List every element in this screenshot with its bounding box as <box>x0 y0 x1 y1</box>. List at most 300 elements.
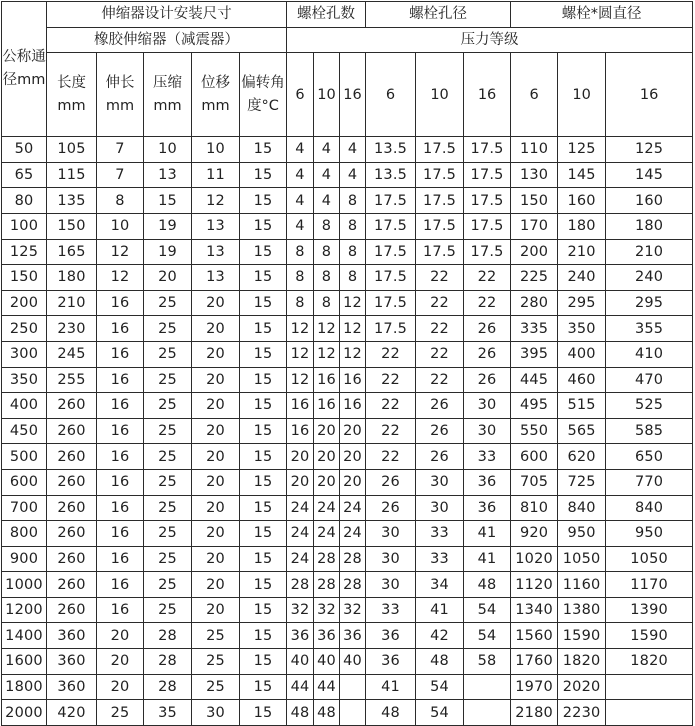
bolt-circle-pn10-cell: 295 <box>558 290 606 316</box>
bolt-circle-pn16-cell: 1590 <box>606 623 693 649</box>
nominal-diameter-cell: 350 <box>2 367 47 393</box>
bolt-count-pn16-cell: 12 <box>340 290 366 316</box>
deflection-cell: 15 <box>240 393 287 419</box>
header-hole-pn16: 16 <box>464 53 511 137</box>
deflection-cell: 15 <box>240 700 287 726</box>
bolt-count-pn6-cell: 48 <box>287 700 314 726</box>
bolt-hole-pn10-cell: 34 <box>416 572 464 598</box>
bolt-hole-pn10-cell: 26 <box>416 418 464 444</box>
deflection-cell: 15 <box>240 623 287 649</box>
extension-cell: 16 <box>97 521 144 547</box>
deflection-cell: 15 <box>240 597 287 623</box>
compression-cell: 15 <box>144 188 192 214</box>
compression-cell: 20 <box>144 265 192 291</box>
bolt-hole-pn6-cell: 17.5 <box>366 213 416 239</box>
table-row <box>2 316 693 342</box>
bolt-circle-pn6-cell: 1120 <box>511 572 558 598</box>
compression-cell: 28 <box>144 623 192 649</box>
bolt-circle-pn10-cell: 240 <box>558 265 606 291</box>
bolt-circle-pn16-cell: 180 <box>606 213 693 239</box>
compression-cell: 25 <box>144 597 192 623</box>
bolt-count-pn10-cell: 24 <box>314 521 340 547</box>
deflection-cell: 15 <box>240 188 287 214</box>
deflection-cell: 15 <box>240 367 287 393</box>
bolt-circle-pn6-cell: 130 <box>511 162 558 188</box>
length-cell: 245 <box>47 341 97 367</box>
bolt-circle-pn16-cell: 650 <box>606 444 693 470</box>
header-circle-pn10: 10 <box>558 53 606 137</box>
bolt-circle-pn10-cell: 460 <box>558 367 606 393</box>
header-hole-pn6: 6 <box>366 53 416 137</box>
compression-cell: 25 <box>144 290 192 316</box>
extension-cell: 16 <box>97 316 144 342</box>
bolt-count-pn16-cell: 28 <box>340 572 366 598</box>
bolt-circle-pn6-cell: 1760 <box>511 649 558 675</box>
bolt-hole-pn10-cell: 17.5 <box>416 162 464 188</box>
bolt-hole-pn10-cell: 22 <box>416 265 464 291</box>
bolt-circle-pn6-cell: 225 <box>511 265 558 291</box>
bolt-circle-pn6-cell: 1340 <box>511 597 558 623</box>
extension-cell: 7 <box>97 137 144 163</box>
nominal-diameter-cell: 800 <box>2 521 47 547</box>
extension-cell: 10 <box>97 213 144 239</box>
header-bolt-hole-count: 螺栓孔数 <box>287 2 366 28</box>
bolt-hole-pn16-cell: 54 <box>464 597 511 623</box>
bolt-hole-pn10-cell: 30 <box>416 495 464 521</box>
bolt-circle-pn16-cell: 525 <box>606 393 693 419</box>
header-bolt-hole-diameter: 螺栓孔径 <box>366 2 511 28</box>
nominal-diameter-cell: 50 <box>2 137 47 163</box>
bolt-circle-pn6-cell: 920 <box>511 521 558 547</box>
bolt-count-pn16-cell <box>340 674 366 700</box>
nominal-diameter-cell: 450 <box>2 418 47 444</box>
bolt-hole-pn16-cell: 48 <box>464 572 511 598</box>
compression-cell: 28 <box>144 649 192 675</box>
bolt-count-pn6-cell: 4 <box>287 162 314 188</box>
bolt-hole-pn10-cell: 17.5 <box>416 188 464 214</box>
compression-cell: 25 <box>144 393 192 419</box>
bolt-count-pn10-cell: 12 <box>314 341 340 367</box>
bolt-count-pn16-cell: 24 <box>340 521 366 547</box>
header-count-pn6: 6 <box>287 53 314 137</box>
bolt-circle-pn16-cell: 770 <box>606 469 693 495</box>
table-row <box>2 444 693 470</box>
bolt-count-pn6-cell: 36 <box>287 623 314 649</box>
deflection-cell: 15 <box>240 341 287 367</box>
nominal-diameter-cell: 1800 <box>2 674 47 700</box>
bolt-hole-pn6-cell: 30 <box>366 572 416 598</box>
bolt-circle-pn10-cell: 725 <box>558 469 606 495</box>
header-extension: 伸长mm <box>97 53 144 137</box>
bolt-count-pn10-cell: 48 <box>314 700 340 726</box>
bolt-hole-pn10-cell: 33 <box>416 546 464 572</box>
length-cell: 165 <box>47 239 97 265</box>
displacement-cell: 13 <box>192 265 240 291</box>
table-row <box>2 700 693 726</box>
bolt-circle-pn6-cell: 550 <box>511 418 558 444</box>
bolt-count-pn6-cell: 4 <box>287 188 314 214</box>
bolt-count-pn10-cell: 44 <box>314 674 340 700</box>
table-row <box>2 649 693 675</box>
bolt-count-pn16-cell: 24 <box>340 495 366 521</box>
deflection-cell: 15 <box>240 444 287 470</box>
table-row <box>2 341 693 367</box>
bolt-hole-pn6-cell: 36 <box>366 649 416 675</box>
bolt-count-pn10-cell: 28 <box>314 546 340 572</box>
table-row <box>2 162 693 188</box>
header-count-pn16: 16 <box>340 53 366 137</box>
deflection-cell: 15 <box>240 265 287 291</box>
bolt-count-pn16-cell: 12 <box>340 316 366 342</box>
nominal-diameter-cell: 80 <box>2 188 47 214</box>
table-header <box>2 2 693 137</box>
extension-cell: 16 <box>97 418 144 444</box>
expansion-joint-spec-table <box>1 1 693 726</box>
compression-cell: 10 <box>144 137 192 163</box>
bolt-hole-pn6-cell: 30 <box>366 546 416 572</box>
length-cell: 135 <box>47 188 97 214</box>
length-cell: 260 <box>47 521 97 547</box>
bolt-count-pn16-cell: 8 <box>340 265 366 291</box>
table-row <box>2 572 693 598</box>
nominal-diameter-cell: 65 <box>2 162 47 188</box>
compression-cell: 19 <box>144 213 192 239</box>
bolt-hole-pn6-cell: 30 <box>366 521 416 547</box>
bolt-circle-pn10-cell: 160 <box>558 188 606 214</box>
bolt-count-pn10-cell: 4 <box>314 188 340 214</box>
bolt-count-pn10-cell: 8 <box>314 213 340 239</box>
bolt-circle-pn6-cell: 2180 <box>511 700 558 726</box>
bolt-hole-pn10-cell: 42 <box>416 623 464 649</box>
deflection-cell: 15 <box>240 290 287 316</box>
table-row <box>2 367 693 393</box>
bolt-count-pn16-cell: 4 <box>340 137 366 163</box>
extension-cell: 16 <box>97 444 144 470</box>
nominal-diameter-cell: 700 <box>2 495 47 521</box>
bolt-circle-pn16-cell: 1170 <box>606 572 693 598</box>
compression-cell: 19 <box>144 239 192 265</box>
extension-cell: 20 <box>97 674 144 700</box>
header-nominal-diameter: 公称通径mm <box>2 2 47 137</box>
bolt-hole-pn16-cell: 41 <box>464 546 511 572</box>
nominal-diameter-cell: 1600 <box>2 649 47 675</box>
table-row <box>2 290 693 316</box>
bolt-hole-pn16-cell: 17.5 <box>464 188 511 214</box>
bolt-count-pn16-cell: 8 <box>340 188 366 214</box>
bolt-hole-pn16-cell <box>464 700 511 726</box>
bolt-count-pn10-cell: 16 <box>314 393 340 419</box>
bolt-hole-pn10-cell: 22 <box>416 316 464 342</box>
nominal-diameter-cell: 250 <box>2 316 47 342</box>
compression-cell: 25 <box>144 341 192 367</box>
bolt-count-pn10-cell: 20 <box>314 469 340 495</box>
bolt-circle-pn10-cell: 950 <box>558 521 606 547</box>
bolt-hole-pn10-cell: 22 <box>416 367 464 393</box>
header-pressure-class: 压力等级 <box>287 27 693 53</box>
bolt-hole-pn6-cell: 36 <box>366 623 416 649</box>
table-row <box>2 597 693 623</box>
compression-cell: 25 <box>144 444 192 470</box>
bolt-hole-pn16-cell: 17.5 <box>464 162 511 188</box>
bolt-hole-pn10-cell: 26 <box>416 444 464 470</box>
bolt-count-pn10-cell: 8 <box>314 265 340 291</box>
bolt-count-pn10-cell: 28 <box>314 572 340 598</box>
extension-cell: 16 <box>97 341 144 367</box>
bolt-count-pn16-cell: 20 <box>340 469 366 495</box>
nominal-diameter-cell: 600 <box>2 469 47 495</box>
bolt-circle-pn16-cell: 355 <box>606 316 693 342</box>
bolt-count-pn10-cell: 24 <box>314 495 340 521</box>
bolt-circle-pn6-cell: 1560 <box>511 623 558 649</box>
deflection-cell: 15 <box>240 213 287 239</box>
displacement-cell: 20 <box>192 546 240 572</box>
table-row <box>2 546 693 572</box>
header-circle-pn16: 16 <box>606 53 693 137</box>
bolt-count-pn6-cell: 24 <box>287 521 314 547</box>
nominal-diameter-cell: 300 <box>2 341 47 367</box>
bolt-circle-pn10-cell: 350 <box>558 316 606 342</box>
displacement-cell: 25 <box>192 623 240 649</box>
displacement-cell: 11 <box>192 162 240 188</box>
bolt-circle-pn10-cell: 400 <box>558 341 606 367</box>
bolt-hole-pn6-cell: 17.5 <box>366 188 416 214</box>
bolt-circle-pn10-cell: 1380 <box>558 597 606 623</box>
displacement-cell: 20 <box>192 341 240 367</box>
displacement-cell: 20 <box>192 290 240 316</box>
bolt-count-pn6-cell: 32 <box>287 597 314 623</box>
bolt-circle-pn10-cell: 1590 <box>558 623 606 649</box>
displacement-cell: 20 <box>192 444 240 470</box>
bolt-hole-pn10-cell: 22 <box>416 290 464 316</box>
bolt-hole-pn6-cell: 17.5 <box>366 290 416 316</box>
bolt-count-pn6-cell: 24 <box>287 546 314 572</box>
compression-cell: 25 <box>144 367 192 393</box>
bolt-circle-pn6-cell: 1970 <box>511 674 558 700</box>
extension-cell: 12 <box>97 239 144 265</box>
bolt-circle-pn16-cell: 585 <box>606 418 693 444</box>
bolt-hole-pn16-cell: 17.5 <box>464 239 511 265</box>
length-cell: 230 <box>47 316 97 342</box>
bolt-hole-pn10-cell: 17.5 <box>416 137 464 163</box>
length-cell: 180 <box>47 265 97 291</box>
displacement-cell: 20 <box>192 572 240 598</box>
bolt-hole-pn10-cell: 54 <box>416 700 464 726</box>
nominal-diameter-cell: 100 <box>2 213 47 239</box>
bolt-count-pn6-cell: 8 <box>287 239 314 265</box>
bolt-circle-pn16-cell: 1050 <box>606 546 693 572</box>
header-compression: 压缩mm <box>144 53 192 137</box>
bolt-circle-pn16-cell: 125 <box>606 137 693 163</box>
extension-cell: 16 <box>97 546 144 572</box>
table-row <box>2 393 693 419</box>
deflection-cell: 15 <box>240 674 287 700</box>
bolt-hole-pn10-cell: 41 <box>416 597 464 623</box>
bolt-count-pn10-cell: 32 <box>314 597 340 623</box>
compression-cell: 13 <box>144 162 192 188</box>
bolt-circle-pn6-cell: 1020 <box>511 546 558 572</box>
compression-cell: 25 <box>144 572 192 598</box>
bolt-circle-pn16-cell: 240 <box>606 265 693 291</box>
bolt-hole-pn16-cell: 58 <box>464 649 511 675</box>
bolt-hole-pn6-cell: 17.5 <box>366 265 416 291</box>
nominal-diameter-cell: 200 <box>2 290 47 316</box>
bolt-count-pn16-cell: 8 <box>340 213 366 239</box>
length-cell: 260 <box>47 495 97 521</box>
bolt-count-pn10-cell: 4 <box>314 137 340 163</box>
table-row <box>2 188 693 214</box>
bolt-hole-pn16-cell: 41 <box>464 521 511 547</box>
displacement-cell: 30 <box>192 700 240 726</box>
bolt-circle-pn10-cell: 125 <box>558 137 606 163</box>
bolt-count-pn6-cell: 16 <box>287 418 314 444</box>
deflection-cell: 15 <box>240 239 287 265</box>
bolt-count-pn16-cell: 40 <box>340 649 366 675</box>
nominal-diameter-cell: 400 <box>2 393 47 419</box>
nominal-diameter-cell: 125 <box>2 239 47 265</box>
length-cell: 260 <box>47 393 97 419</box>
extension-cell: 12 <box>97 265 144 291</box>
length-cell: 255 <box>47 367 97 393</box>
bolt-count-pn10-cell: 36 <box>314 623 340 649</box>
header-length: 长度mm <box>47 53 97 137</box>
bolt-count-pn10-cell: 20 <box>314 418 340 444</box>
bolt-circle-pn10-cell: 565 <box>558 418 606 444</box>
bolt-circle-pn6-cell: 600 <box>511 444 558 470</box>
extension-cell: 7 <box>97 162 144 188</box>
bolt-hole-pn16-cell: 30 <box>464 418 511 444</box>
deflection-cell: 15 <box>240 572 287 598</box>
bolt-hole-pn10-cell: 48 <box>416 649 464 675</box>
bolt-circle-pn16-cell <box>606 700 693 726</box>
bolt-circle-pn16-cell: 210 <box>606 239 693 265</box>
compression-cell: 25 <box>144 469 192 495</box>
bolt-circle-pn6-cell: 170 <box>511 213 558 239</box>
bolt-circle-pn10-cell: 210 <box>558 239 606 265</box>
bolt-count-pn16-cell: 16 <box>340 393 366 419</box>
bolt-count-pn10-cell: 16 <box>314 367 340 393</box>
deflection-cell: 15 <box>240 521 287 547</box>
bolt-hole-pn10-cell: 54 <box>416 674 464 700</box>
compression-cell: 25 <box>144 521 192 547</box>
bolt-circle-pn16-cell: 470 <box>606 367 693 393</box>
displacement-cell: 20 <box>192 393 240 419</box>
displacement-cell: 20 <box>192 469 240 495</box>
displacement-cell: 13 <box>192 239 240 265</box>
compression-cell: 25 <box>144 546 192 572</box>
bolt-count-pn16-cell: 12 <box>340 341 366 367</box>
table-row <box>2 674 693 700</box>
bolt-count-pn6-cell: 20 <box>287 469 314 495</box>
bolt-hole-pn10-cell: 26 <box>416 393 464 419</box>
length-cell: 360 <box>47 674 97 700</box>
bolt-circle-pn16-cell <box>606 674 693 700</box>
bolt-circle-pn6-cell: 445 <box>511 367 558 393</box>
table-row <box>2 521 693 547</box>
bolt-circle-pn10-cell: 1160 <box>558 572 606 598</box>
bolt-hole-pn16-cell: 36 <box>464 469 511 495</box>
bolt-hole-pn6-cell: 17.5 <box>366 316 416 342</box>
bolt-circle-pn6-cell: 810 <box>511 495 558 521</box>
bolt-circle-pn16-cell: 1390 <box>606 597 693 623</box>
bolt-hole-pn6-cell: 13.5 <box>366 162 416 188</box>
deflection-cell: 15 <box>240 137 287 163</box>
bolt-circle-pn16-cell: 840 <box>606 495 693 521</box>
table-row <box>2 137 693 163</box>
deflection-cell: 15 <box>240 418 287 444</box>
bolt-count-pn6-cell: 12 <box>287 341 314 367</box>
displacement-cell: 20 <box>192 418 240 444</box>
bolt-circle-pn16-cell: 295 <box>606 290 693 316</box>
bolt-hole-pn16-cell: 17.5 <box>464 137 511 163</box>
nominal-diameter-cell: 2000 <box>2 700 47 726</box>
length-cell: 260 <box>47 546 97 572</box>
compression-cell: 35 <box>144 700 192 726</box>
table-row <box>2 495 693 521</box>
bolt-circle-pn16-cell: 1820 <box>606 649 693 675</box>
length-cell: 260 <box>47 597 97 623</box>
nominal-diameter-cell: 500 <box>2 444 47 470</box>
extension-cell: 16 <box>97 469 144 495</box>
bolt-count-pn6-cell: 4 <box>287 137 314 163</box>
length-cell: 210 <box>47 290 97 316</box>
bolt-circle-pn16-cell: 145 <box>606 162 693 188</box>
bolt-hole-pn6-cell: 48 <box>366 700 416 726</box>
extension-cell: 16 <box>97 495 144 521</box>
bolt-count-pn6-cell: 40 <box>287 649 314 675</box>
bolt-circle-pn10-cell: 2230 <box>558 700 606 726</box>
header-deflection-angle: 偏转角度°C <box>240 53 287 137</box>
nominal-diameter-cell: 900 <box>2 546 47 572</box>
bolt-hole-pn16-cell: 33 <box>464 444 511 470</box>
length-cell: 115 <box>47 162 97 188</box>
bolt-circle-pn6-cell: 110 <box>511 137 558 163</box>
bolt-circle-pn10-cell: 2020 <box>558 674 606 700</box>
table-row <box>2 213 693 239</box>
header-design-dimensions: 伸缩器设计安装尺寸 <box>47 2 287 28</box>
bolt-hole-pn6-cell: 22 <box>366 367 416 393</box>
length-cell: 260 <box>47 469 97 495</box>
bolt-count-pn10-cell: 40 <box>314 649 340 675</box>
deflection-cell: 15 <box>240 546 287 572</box>
deflection-cell: 15 <box>240 649 287 675</box>
bolt-circle-pn10-cell: 840 <box>558 495 606 521</box>
bolt-count-pn16-cell: 4 <box>340 162 366 188</box>
bolt-count-pn6-cell: 20 <box>287 444 314 470</box>
table-body <box>2 137 693 726</box>
bolt-circle-pn6-cell: 150 <box>511 188 558 214</box>
nominal-diameter-cell: 1000 <box>2 572 47 598</box>
bolt-hole-pn6-cell: 22 <box>366 444 416 470</box>
compression-cell: 25 <box>144 418 192 444</box>
displacement-cell: 20 <box>192 597 240 623</box>
bolt-count-pn16-cell: 20 <box>340 418 366 444</box>
displacement-cell: 25 <box>192 649 240 675</box>
bolt-circle-pn10-cell: 1050 <box>558 546 606 572</box>
bolt-circle-pn10-cell: 515 <box>558 393 606 419</box>
bolt-circle-pn16-cell: 950 <box>606 521 693 547</box>
extension-cell: 16 <box>97 290 144 316</box>
bolt-count-pn16-cell: 32 <box>340 597 366 623</box>
compression-cell: 25 <box>144 495 192 521</box>
deflection-cell: 15 <box>240 316 287 342</box>
bolt-hole-pn6-cell: 26 <box>366 469 416 495</box>
length-cell: 150 <box>47 213 97 239</box>
bolt-hole-pn16-cell: 17.5 <box>464 213 511 239</box>
bolt-hole-pn6-cell: 22 <box>366 418 416 444</box>
length-cell: 105 <box>47 137 97 163</box>
displacement-cell: 13 <box>192 213 240 239</box>
bolt-count-pn10-cell: 8 <box>314 290 340 316</box>
